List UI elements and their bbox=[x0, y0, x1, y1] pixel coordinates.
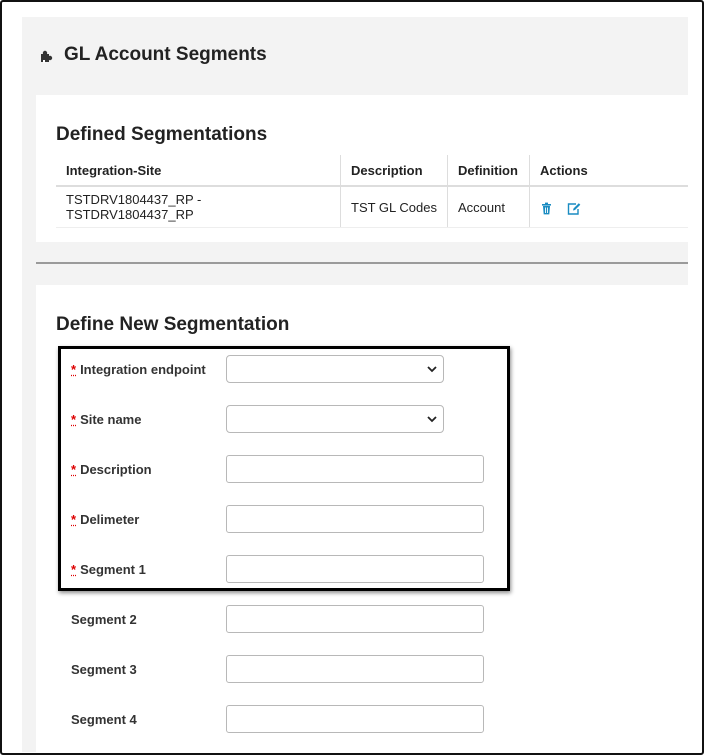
form-row-delimeter bbox=[71, 504, 501, 534]
segmentations-table bbox=[56, 155, 688, 228]
segment-3-input[interactable] bbox=[226, 655, 484, 683]
define-new-segmentation-heading: Define New Segmentation bbox=[56, 314, 290, 335]
cell-definition: Account bbox=[448, 186, 530, 228]
integration-endpoint-label: * Integration endpoint bbox=[71, 361, 206, 377]
column-header: Integration-Site bbox=[56, 155, 341, 186]
segment-4-label: Segment 4 bbox=[71, 711, 137, 727]
form-row-segment-2 bbox=[71, 604, 501, 634]
segment-2-input[interactable] bbox=[226, 605, 484, 633]
site-name-select[interactable] bbox=[226, 405, 444, 433]
form-row-segment-4 bbox=[71, 704, 501, 734]
segment-3-label: Segment 3 bbox=[71, 661, 137, 677]
form-row-description bbox=[71, 454, 501, 484]
defined-segmentations-heading: Defined Segmentations bbox=[56, 124, 268, 145]
form-row-segment-3 bbox=[71, 654, 501, 684]
column-header: Description bbox=[341, 155, 448, 186]
required-marker: * bbox=[71, 411, 77, 427]
table-header-row bbox=[56, 155, 688, 186]
column-header: Definition bbox=[448, 155, 530, 186]
description-label: * Description bbox=[71, 461, 152, 477]
edit-icon[interactable] bbox=[567, 202, 580, 215]
define-new-segmentation-panel bbox=[36, 285, 688, 752]
form-row-integration-endpoint bbox=[71, 354, 501, 384]
segment-2-label: Segment 2 bbox=[71, 611, 137, 627]
site-name-label: * Site name bbox=[71, 411, 142, 427]
cell-integration-site: TSTDRV1804437_RP - TSTDRV1804437_RP bbox=[56, 186, 341, 228]
page-container bbox=[22, 17, 688, 752]
segment-4-input[interactable] bbox=[226, 705, 484, 733]
segment-1-label: * Segment 1 bbox=[71, 561, 146, 577]
section-divider bbox=[36, 262, 688, 264]
table-row bbox=[56, 186, 688, 228]
delimeter-input[interactable] bbox=[226, 505, 484, 533]
required-marker: * bbox=[71, 461, 77, 477]
cell-actions bbox=[530, 186, 689, 228]
chevron-down-icon bbox=[427, 365, 437, 373]
required-marker: * bbox=[71, 511, 77, 527]
cell-description: TST GL Codes bbox=[341, 186, 448, 228]
segment-1-input[interactable] bbox=[226, 555, 484, 583]
description-input[interactable] bbox=[226, 455, 484, 483]
defined-segmentations-panel bbox=[36, 95, 688, 242]
chevron-down-icon bbox=[427, 415, 437, 423]
trash-icon[interactable] bbox=[540, 202, 553, 215]
column-header: Actions bbox=[530, 155, 689, 186]
form-row-segment-1 bbox=[71, 554, 501, 584]
required-marker: * bbox=[71, 361, 77, 377]
delimeter-label: * Delimeter bbox=[71, 511, 140, 527]
page-title: GL Account Segments bbox=[64, 43, 267, 65]
integration-endpoint-select[interactable] bbox=[226, 355, 444, 383]
form-row-site-name bbox=[71, 404, 501, 434]
page-header bbox=[22, 17, 688, 92]
required-marker: * bbox=[71, 561, 77, 577]
puzzle-icon bbox=[40, 49, 54, 63]
